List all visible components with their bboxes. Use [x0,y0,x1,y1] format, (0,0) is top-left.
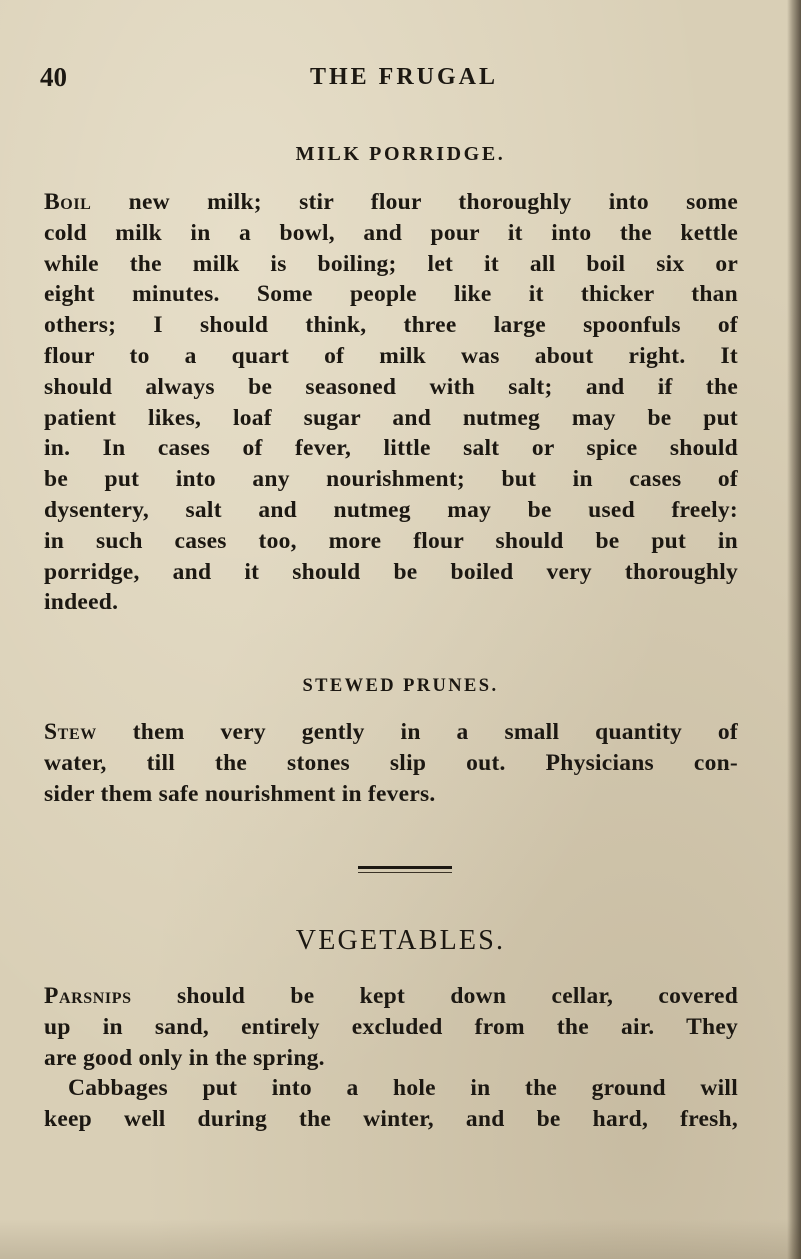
paragraph-vegetables [44,981,738,1135]
text-line: water, till the stones slip out. Physicians con- [44,749,738,776]
text-line: others; I should think, three large spoonfuls of [44,312,738,339]
text-line: while the milk is boiling; let it all boil six or [44,250,738,277]
line-text: new milk; stir flour thoroughly into some [128,189,738,215]
drop-word: Boil [44,189,92,215]
text-line: sider them safe nourishment in fevers. [44,780,436,807]
running-head [0,60,801,94]
text-line [44,717,738,748]
heading-vegetables: VEGETABLES. [295,925,506,956]
text-line: up in sand, entirely excluded from the air. They [44,1013,738,1040]
heading-stewed-prunes: STEWED PRUNES. [302,676,499,696]
text-line: cold milk in a bowl, and pour it into the kettle [44,219,738,246]
text-line [44,981,738,1012]
drop-word: Parsnips [44,983,132,1009]
line-text: should be kept down cellar, covered [176,983,739,1009]
text-line: patient likes, loaf sugar and nutmeg may be put [44,404,738,431]
running-title: THE FRUGAL [310,64,499,90]
section-divider [358,866,452,869]
line-text: them very gently in a small quantity of [132,719,738,745]
text-line: Cabbages put into a hole in the ground will [68,1075,738,1102]
page-edge-shadow [787,0,801,1259]
page-number: 40 [40,62,67,92]
text-line: should always be seasoned with salt; and if the [44,373,738,400]
text-line: dysentery, salt and nutmeg may be used freely: [44,496,738,523]
text-line: are good only in the spring. [44,1044,325,1071]
text-line: in. In cases of fever, little salt or spice should [44,435,738,462]
section-divider-thin [358,872,452,873]
paragraph-milk-porridge [44,187,738,618]
heading-milk-porridge: MILK PORRIDGE. [295,143,506,165]
page-bottom-shadow [0,1219,801,1259]
text-line: be put into any nourishment; but in cases of [44,466,738,493]
paragraph-stewed-prunes [44,717,738,809]
text-line: eight minutes. Some people like it thicker than [44,281,738,308]
text-line: porridge, and it should be boiled very thoroughly [44,558,738,585]
text-line: indeed. [44,589,119,616]
text-line [44,187,738,218]
text-line: keep well during the winter, and be hard, fresh, [44,1106,738,1133]
text-line: in such cases too, more flour should be put in [44,527,738,554]
text-line: flour to a quart of milk was about right. It [44,342,738,369]
drop-word: Stew [44,719,97,745]
